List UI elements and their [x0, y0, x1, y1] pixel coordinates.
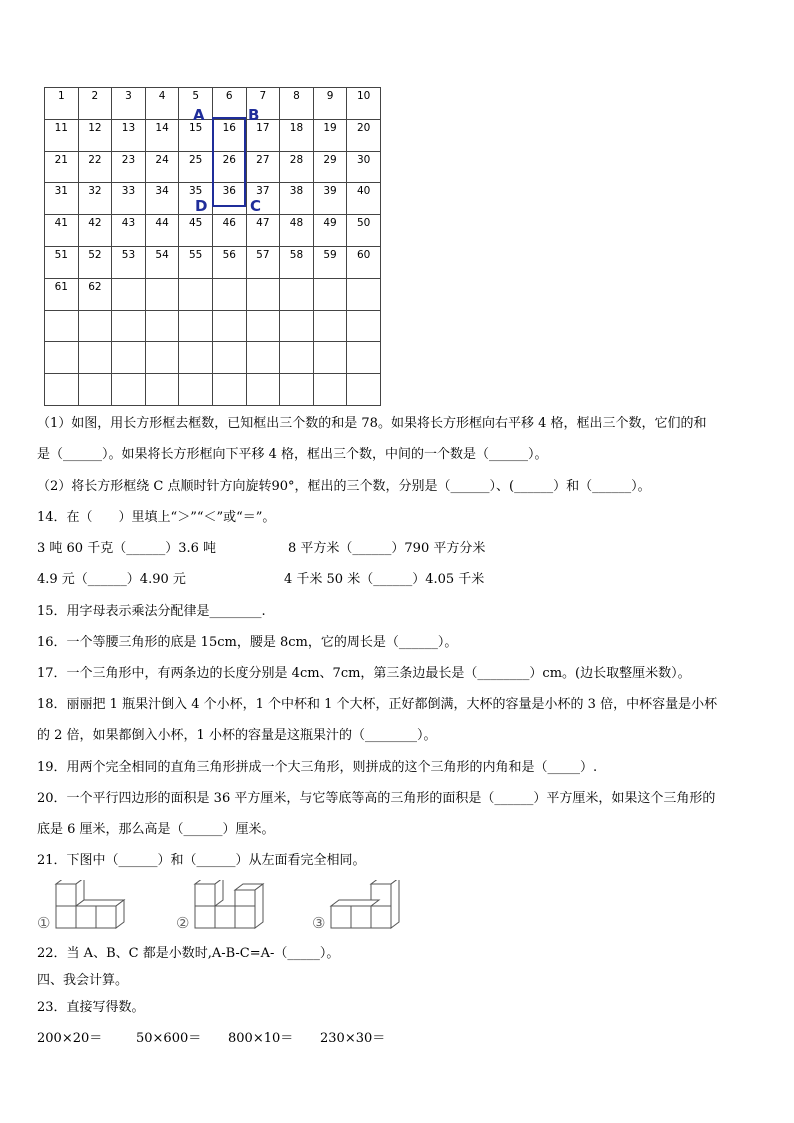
grid-cell: 25 [179, 151, 213, 183]
grid-row [45, 342, 381, 374]
grid-row [45, 310, 381, 342]
grid-cell: 7 [246, 88, 280, 120]
grid-cell [212, 342, 246, 374]
grid-cell: 51 [45, 246, 79, 278]
grid-cell [112, 310, 146, 342]
section-four-title: 四、我会计算。 [37, 973, 129, 988]
grid-cell [280, 310, 314, 342]
cube-drawing-3 [326, 880, 426, 935]
grid-cell: 18 [280, 119, 314, 151]
grid-cell: 42 [78, 215, 112, 247]
grid-cell [112, 278, 146, 310]
q13-part2: （2）将长方形框绕 C 点顺时针方向旋转90°，框出的三个数，分别是（______）、(______）和（______）。 [37, 479, 651, 494]
q20-line1: 20．一个平行四边形的面积是 36 平方厘米，与它等底等高的三角形的面积是（______）平方厘米，如果这个三角形的 [37, 791, 716, 806]
calc-item-3: 800×10＝ [228, 1031, 294, 1046]
grid-cell [179, 374, 213, 406]
q16: 16．一个等腰三角形的底是 15cm，腰是 8cm，它的周长是（______）。 [37, 635, 458, 650]
grid-cell: 6 [212, 88, 246, 120]
grid-cell [280, 374, 314, 406]
q18-line1: 18．丽丽把 1 瓶果汁倒入 4 个小杯，1 个中杯和 1 个大杯，正好都倒满，大杯的容量是小杯的 3 倍，中杯容量是小杯 [37, 697, 718, 712]
grid-cell: 21 [45, 151, 79, 183]
grid-cell: 28 [280, 151, 314, 183]
grid-cell [145, 374, 179, 406]
grid-cell: 40 [347, 183, 381, 215]
grid-cell [280, 278, 314, 310]
grid-cell [313, 342, 347, 374]
corner-label-b: B [248, 106, 260, 124]
figure-number-3: ③ [312, 914, 326, 932]
grid-cell [179, 310, 213, 342]
grid-cell: 5 [179, 88, 213, 120]
grid-cell: 56 [212, 246, 246, 278]
grid-cell: 12 [78, 119, 112, 151]
grid-cell: 36 [212, 183, 246, 215]
q13-part1-line2: 是（______）。如果将长方形框向下平移 4 格，框出三个数，中间的一个数是（______）。 [37, 447, 548, 462]
grid-cell [179, 278, 213, 310]
grid-cell: 19 [313, 119, 347, 151]
grid-cell [145, 342, 179, 374]
grid-cell [145, 278, 179, 310]
grid-cell [313, 310, 347, 342]
grid-cell: 11 [45, 119, 79, 151]
grid-cell [246, 278, 280, 310]
grid-cell: 27 [246, 151, 280, 183]
grid-cell [347, 342, 381, 374]
grid-cell: 15 [179, 119, 213, 151]
q22: 22．当 A、B、C 都是小数时,A-B-C=A-（_____）。 [37, 946, 340, 961]
grid-cell: 49 [313, 215, 347, 247]
grid-cell [45, 310, 79, 342]
cube-drawing-1 [51, 880, 151, 935]
grid-row [45, 246, 381, 278]
grid-cell [45, 342, 79, 374]
grid-cell: 62 [78, 278, 112, 310]
grid-cell: 23 [112, 151, 146, 183]
grid-cell [78, 374, 112, 406]
grid-cell [246, 342, 280, 374]
grid-cell [145, 310, 179, 342]
grid-row [45, 215, 381, 247]
grid-cell: 2 [78, 88, 112, 120]
grid-cell [112, 374, 146, 406]
grid-cell: 33 [112, 183, 146, 215]
calc-item-1: 200×20＝ [37, 1031, 103, 1046]
grid-cell: 14 [145, 119, 179, 151]
calc-item-4: 230×30＝ [320, 1031, 386, 1046]
grid-cell: 1 [45, 88, 79, 120]
figure-number-2: ② [176, 914, 190, 932]
corner-label-a: A [193, 106, 205, 124]
grid-cell: 32 [78, 183, 112, 215]
q13-part1-line1: （1）如图，用长方形框去框数，已知框出三个数的和是 78。如果将长方形框向右平移 4 格，框出三个数，它们的和 [37, 416, 707, 431]
grid-cell [45, 374, 79, 406]
q15: 15．用字母表示乘法分配律是________. [37, 604, 266, 619]
grid-cell [212, 374, 246, 406]
grid-cell [280, 342, 314, 374]
grid-cell: 22 [78, 151, 112, 183]
grid-cell: 52 [78, 246, 112, 278]
grid-cell: 34 [145, 183, 179, 215]
grid-cell: 46 [212, 215, 246, 247]
grid-cell [313, 278, 347, 310]
grid-cell [212, 310, 246, 342]
grid-cell: 17 [246, 119, 280, 151]
grid-cell [313, 374, 347, 406]
q23: 23．直接写得数。 [37, 1000, 145, 1015]
grid-cell: 13 [112, 119, 146, 151]
grid-cell: 24 [145, 151, 179, 183]
grid-cell: 60 [347, 246, 381, 278]
grid-cell: 44 [145, 215, 179, 247]
grid-cell: 59 [313, 246, 347, 278]
grid-cell: 3 [112, 88, 146, 120]
grid-cell: 54 [145, 246, 179, 278]
grid-cell [112, 342, 146, 374]
grid-cell: 38 [280, 183, 314, 215]
figure-number-1: ① [37, 914, 51, 932]
grid-cell [347, 310, 381, 342]
q14-title: 14．在（ ）里填上“＞”“＜”或“＝”。 [37, 510, 276, 525]
grid-cell: 61 [45, 278, 79, 310]
grid-cell: 30 [347, 151, 381, 183]
grid-row [45, 88, 381, 120]
grid-cell: 47 [246, 215, 280, 247]
grid-cell: 55 [179, 246, 213, 278]
grid-cell: 45 [179, 215, 213, 247]
grid-cell [78, 310, 112, 342]
grid-cell: 48 [280, 215, 314, 247]
grid-cell: 29 [313, 151, 347, 183]
grid-cell [347, 278, 381, 310]
q20-line2: 底是 6 厘米，那么高是（______）厘米。 [37, 822, 275, 837]
grid-cell [246, 310, 280, 342]
grid-cell: 43 [112, 215, 146, 247]
grid-cell: 37 [246, 183, 280, 215]
grid-cell: 8 [280, 88, 314, 120]
grid-cell [246, 374, 280, 406]
grid-cell [179, 342, 213, 374]
grid-cell: 35 [179, 183, 213, 215]
grid-cell: 57 [246, 246, 280, 278]
grid-cell: 9 [313, 88, 347, 120]
q18-line2: 的 2 倍，如果都倒入小杯，1 小杯的容量是这瓶果汁的（________）。 [37, 728, 437, 743]
grid-row [45, 374, 381, 406]
q14-item-a: 3 吨 60 千克（______）3.6 吨 [37, 541, 217, 556]
q14-item-d: 4 千米 50 米（______）4.05 千米 [284, 572, 485, 587]
grid-cell: 4 [145, 88, 179, 120]
grid-row [45, 278, 381, 310]
grid-cell [347, 374, 381, 406]
grid-cell: 20 [347, 119, 381, 151]
grid-cell: 31 [45, 183, 79, 215]
corner-label-d: D [195, 197, 208, 215]
grid-cell: 50 [347, 215, 381, 247]
rectangle-frame [212, 117, 246, 207]
grid-cell [78, 342, 112, 374]
q14-item-b: 8 平方米（______）790 平方分米 [288, 541, 486, 556]
q14-item-c: 4.9 元（______）4.90 元 [37, 572, 186, 587]
q17: 17．一个三角形中，有两条边的长度分别是 4cm、7cm，第三条边最长是（________）cm。(边长取整厘米数）。 [37, 666, 691, 681]
corner-label-c: C [250, 197, 262, 215]
grid-cell: 10 [347, 88, 381, 120]
grid-cell: 41 [45, 215, 79, 247]
q19: 19．用两个完全相同的直角三角形拼成一个大三角形，则拼成的这个三角形的内角和是（_____）. [37, 760, 598, 775]
q21: 21．下图中（______）和（______）从左面看完全相同。 [37, 853, 366, 868]
grid-cell: 39 [313, 183, 347, 215]
grid-cell [212, 278, 246, 310]
grid-cell: 26 [212, 151, 246, 183]
grid-cell: 16 [212, 119, 246, 151]
grid-cell: 58 [280, 246, 314, 278]
grid-cell: 53 [112, 246, 146, 278]
cube-drawing-2 [190, 880, 290, 935]
calc-item-2: 50×600＝ [136, 1031, 202, 1046]
